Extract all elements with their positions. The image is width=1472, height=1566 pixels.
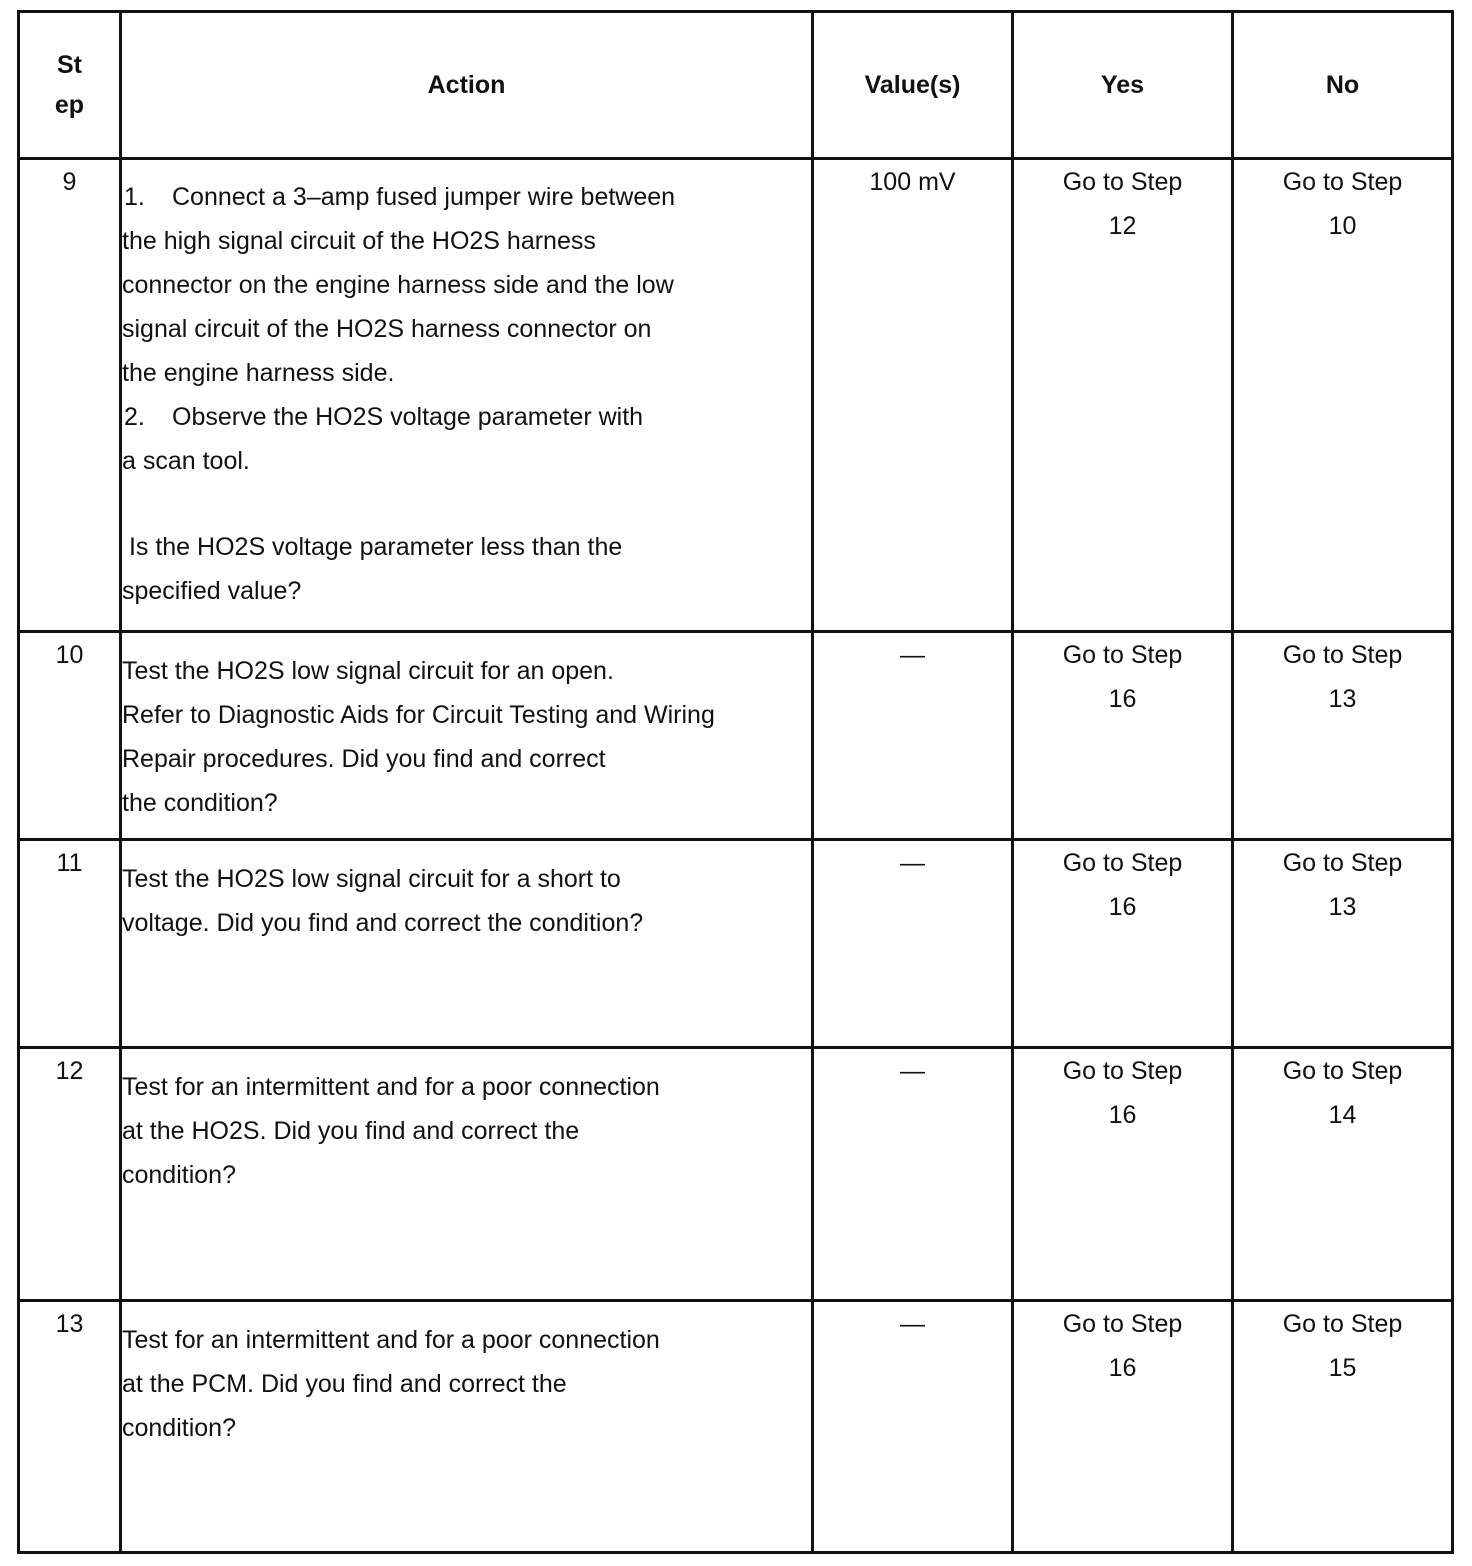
action-line: at the PCM. Did you find and correct the <box>122 1370 567 1398</box>
step-number: 9 <box>19 159 121 632</box>
action-cell <box>121 1301 813 1553</box>
step-number: 11 <box>19 840 121 1048</box>
no-cell: Go to Step 13 <box>1233 632 1453 840</box>
value-cell: 100 mV <box>813 159 1013 632</box>
action-line: condition? <box>122 1161 236 1189</box>
action-line: 2. Observe the HO2S voltage parameter with <box>124 403 644 431</box>
question-line: Is the HO2S voltage parameter less than the <box>122 533 623 561</box>
no-cell: Go to Step 10 <box>1233 159 1453 632</box>
action-line: Test for an intermittent and for a poor connection <box>122 1073 660 1101</box>
action-cell <box>121 632 813 840</box>
action-line: connector on the engine harness side and the low <box>122 271 674 299</box>
value-cell: — <box>813 1301 1013 1553</box>
action-line: Test the HO2S low signal circuit for a short to <box>122 865 621 893</box>
yes-cell: Go to Step 16 <box>1013 1048 1233 1301</box>
header-values: Value(s) <box>813 12 1013 159</box>
table-row <box>19 632 1453 840</box>
header-no: No <box>1233 12 1453 159</box>
action-cell <box>121 159 813 632</box>
table-row <box>19 159 1453 632</box>
no-cell: Go to Step 14 <box>1233 1048 1453 1301</box>
action-line: 1. Connect a 3–amp fused jumper wire between <box>124 183 676 211</box>
step-number: 12 <box>19 1048 121 1301</box>
yes-cell: Go to Step 16 <box>1013 632 1233 840</box>
action-line: at the HO2S. Did you find and correct the <box>122 1117 580 1145</box>
action-line: signal circuit of the HO2S harness connector on <box>122 315 652 343</box>
table-row <box>19 1301 1453 1553</box>
action-line: Test the HO2S low signal circuit for an open. <box>122 657 614 685</box>
action-line: condition? <box>122 1414 236 1442</box>
table-row <box>19 1048 1453 1301</box>
action-line: Refer to Diagnostic Aids for Circuit Testing and Wiring <box>122 701 715 729</box>
yes-cell: Go to Step 12 <box>1013 159 1233 632</box>
header-row <box>19 12 1453 159</box>
action-line: voltage. Did you find and correct the condition? <box>122 909 644 937</box>
action-cell <box>121 840 813 1048</box>
action-line: Repair procedures. Did you find and correct <box>122 745 606 773</box>
value-cell: — <box>813 632 1013 840</box>
question-line: specified value? <box>122 577 302 605</box>
action-line: the high signal circuit of the HO2S harness <box>122 227 596 255</box>
action-line: Test for an intermittent and for a poor connection <box>122 1326 660 1354</box>
header-step: St ep <box>19 12 121 159</box>
action-line: the engine harness side. <box>122 359 395 387</box>
yes-cell: Go to Step 16 <box>1013 1301 1233 1553</box>
diagnostic-table <box>17 10 1454 1554</box>
table-row <box>19 840 1453 1048</box>
header-yes: Yes <box>1013 12 1233 159</box>
step-number: 10 <box>19 632 121 840</box>
yes-cell: Go to Step 16 <box>1013 840 1233 1048</box>
action-line: a scan tool. <box>122 447 250 475</box>
value-cell: — <box>813 1048 1013 1301</box>
header-action: Action <box>121 12 813 159</box>
action-line: the condition? <box>122 789 278 817</box>
no-cell: Go to Step 15 <box>1233 1301 1453 1553</box>
no-cell: Go to Step 13 <box>1233 840 1453 1048</box>
action-cell <box>121 1048 813 1301</box>
step-number: 13 <box>19 1301 121 1553</box>
value-cell: — <box>813 840 1013 1048</box>
